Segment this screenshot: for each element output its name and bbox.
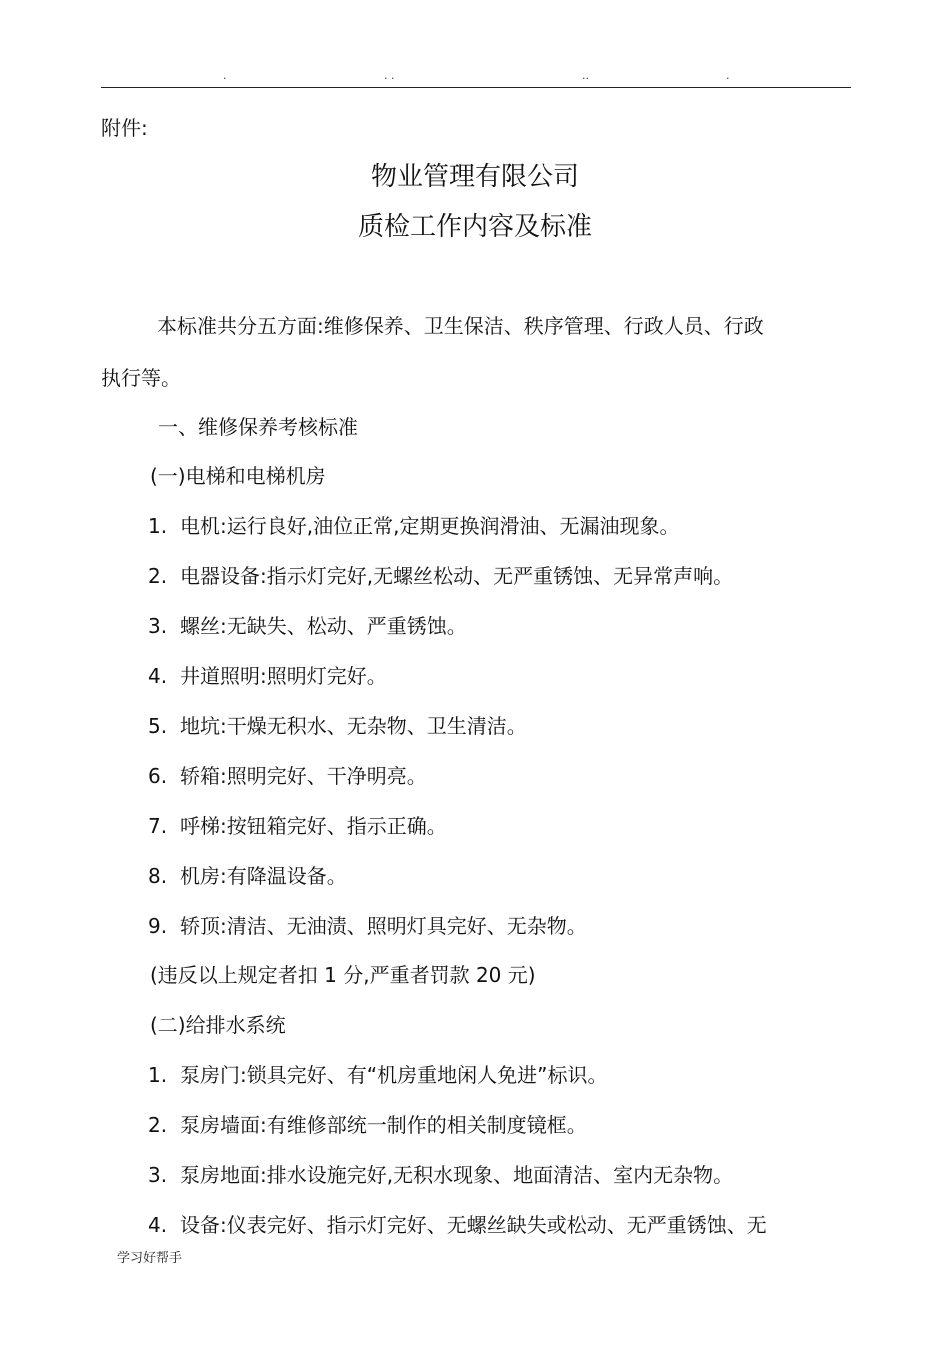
attachment-label: 附件:	[101, 116, 148, 140]
header-rule	[101, 87, 851, 88]
header-mark: .	[223, 69, 227, 82]
list-item: 2. 泵房墙面:有维修部统一制作的相关制度镜框。	[148, 1113, 587, 1137]
penalty-note: (违反以上规定者扣 1 分,严重者罚款 20 元)	[150, 963, 536, 987]
list-item: 8. 机房:有降温设备。	[148, 864, 347, 888]
header-mark: . .	[384, 69, 395, 82]
list-item: 5. 地坑:干燥无积水、无杂物、卫生清洁。	[148, 714, 527, 738]
document-title-company: 物业管理有限公司	[370, 162, 579, 192]
section-heading: 一、维修保养考核标准	[158, 415, 358, 439]
header-mark: ..	[582, 69, 589, 82]
subsection-heading-water: (二)给排水系统	[150, 1013, 286, 1037]
list-item: 2. 电器设备:指示灯完好,无螺丝松动、无严重锈蚀、无异常声响。	[148, 564, 734, 588]
list-item: 9. 轿顶:清洁、无油渍、照明灯具完好、无杂物。	[148, 914, 587, 938]
list-item: 6. 轿箱:照明完好、干净明亮。	[148, 764, 427, 788]
list-item: 1. 电机:运行良好,油位正常,定期更换润滑油、无漏油现象。	[148, 514, 680, 538]
list-item: 1. 泵房门:锁具完好、有“机房重地闲人免进”标识。	[148, 1063, 608, 1087]
list-item: 7. 呼梯:按钮箱完好、指示正确。	[148, 814, 447, 838]
intro-line-2: 执行等。	[101, 366, 181, 390]
list-item: 4. 设备:仪表完好、指示灯完好、无螺丝缺失或松动、无严重锈蚀、无	[148, 1213, 767, 1237]
footer-note: 学习好帮手	[117, 1251, 183, 1266]
header-mark: .	[726, 69, 730, 82]
subsection-heading-elevator: (一)电梯和电梯机房	[150, 464, 326, 488]
list-item: 3. 螺丝:无缺失、松动、严重锈蚀。	[148, 614, 467, 638]
document-title-standard: 质检工作内容及标准	[357, 212, 592, 242]
list-item: 3. 泵房地面:排水设施完好,无积水现象、地面清洁、室内无杂物。	[148, 1163, 734, 1187]
header-dots	[0, 70, 950, 82]
list-item: 4. 井道照明:照明灯完好。	[148, 664, 387, 688]
intro-line-1: 本标准共分五方面:维修保养、卫生保洁、秩序管理、行政人员、行政	[157, 314, 764, 338]
